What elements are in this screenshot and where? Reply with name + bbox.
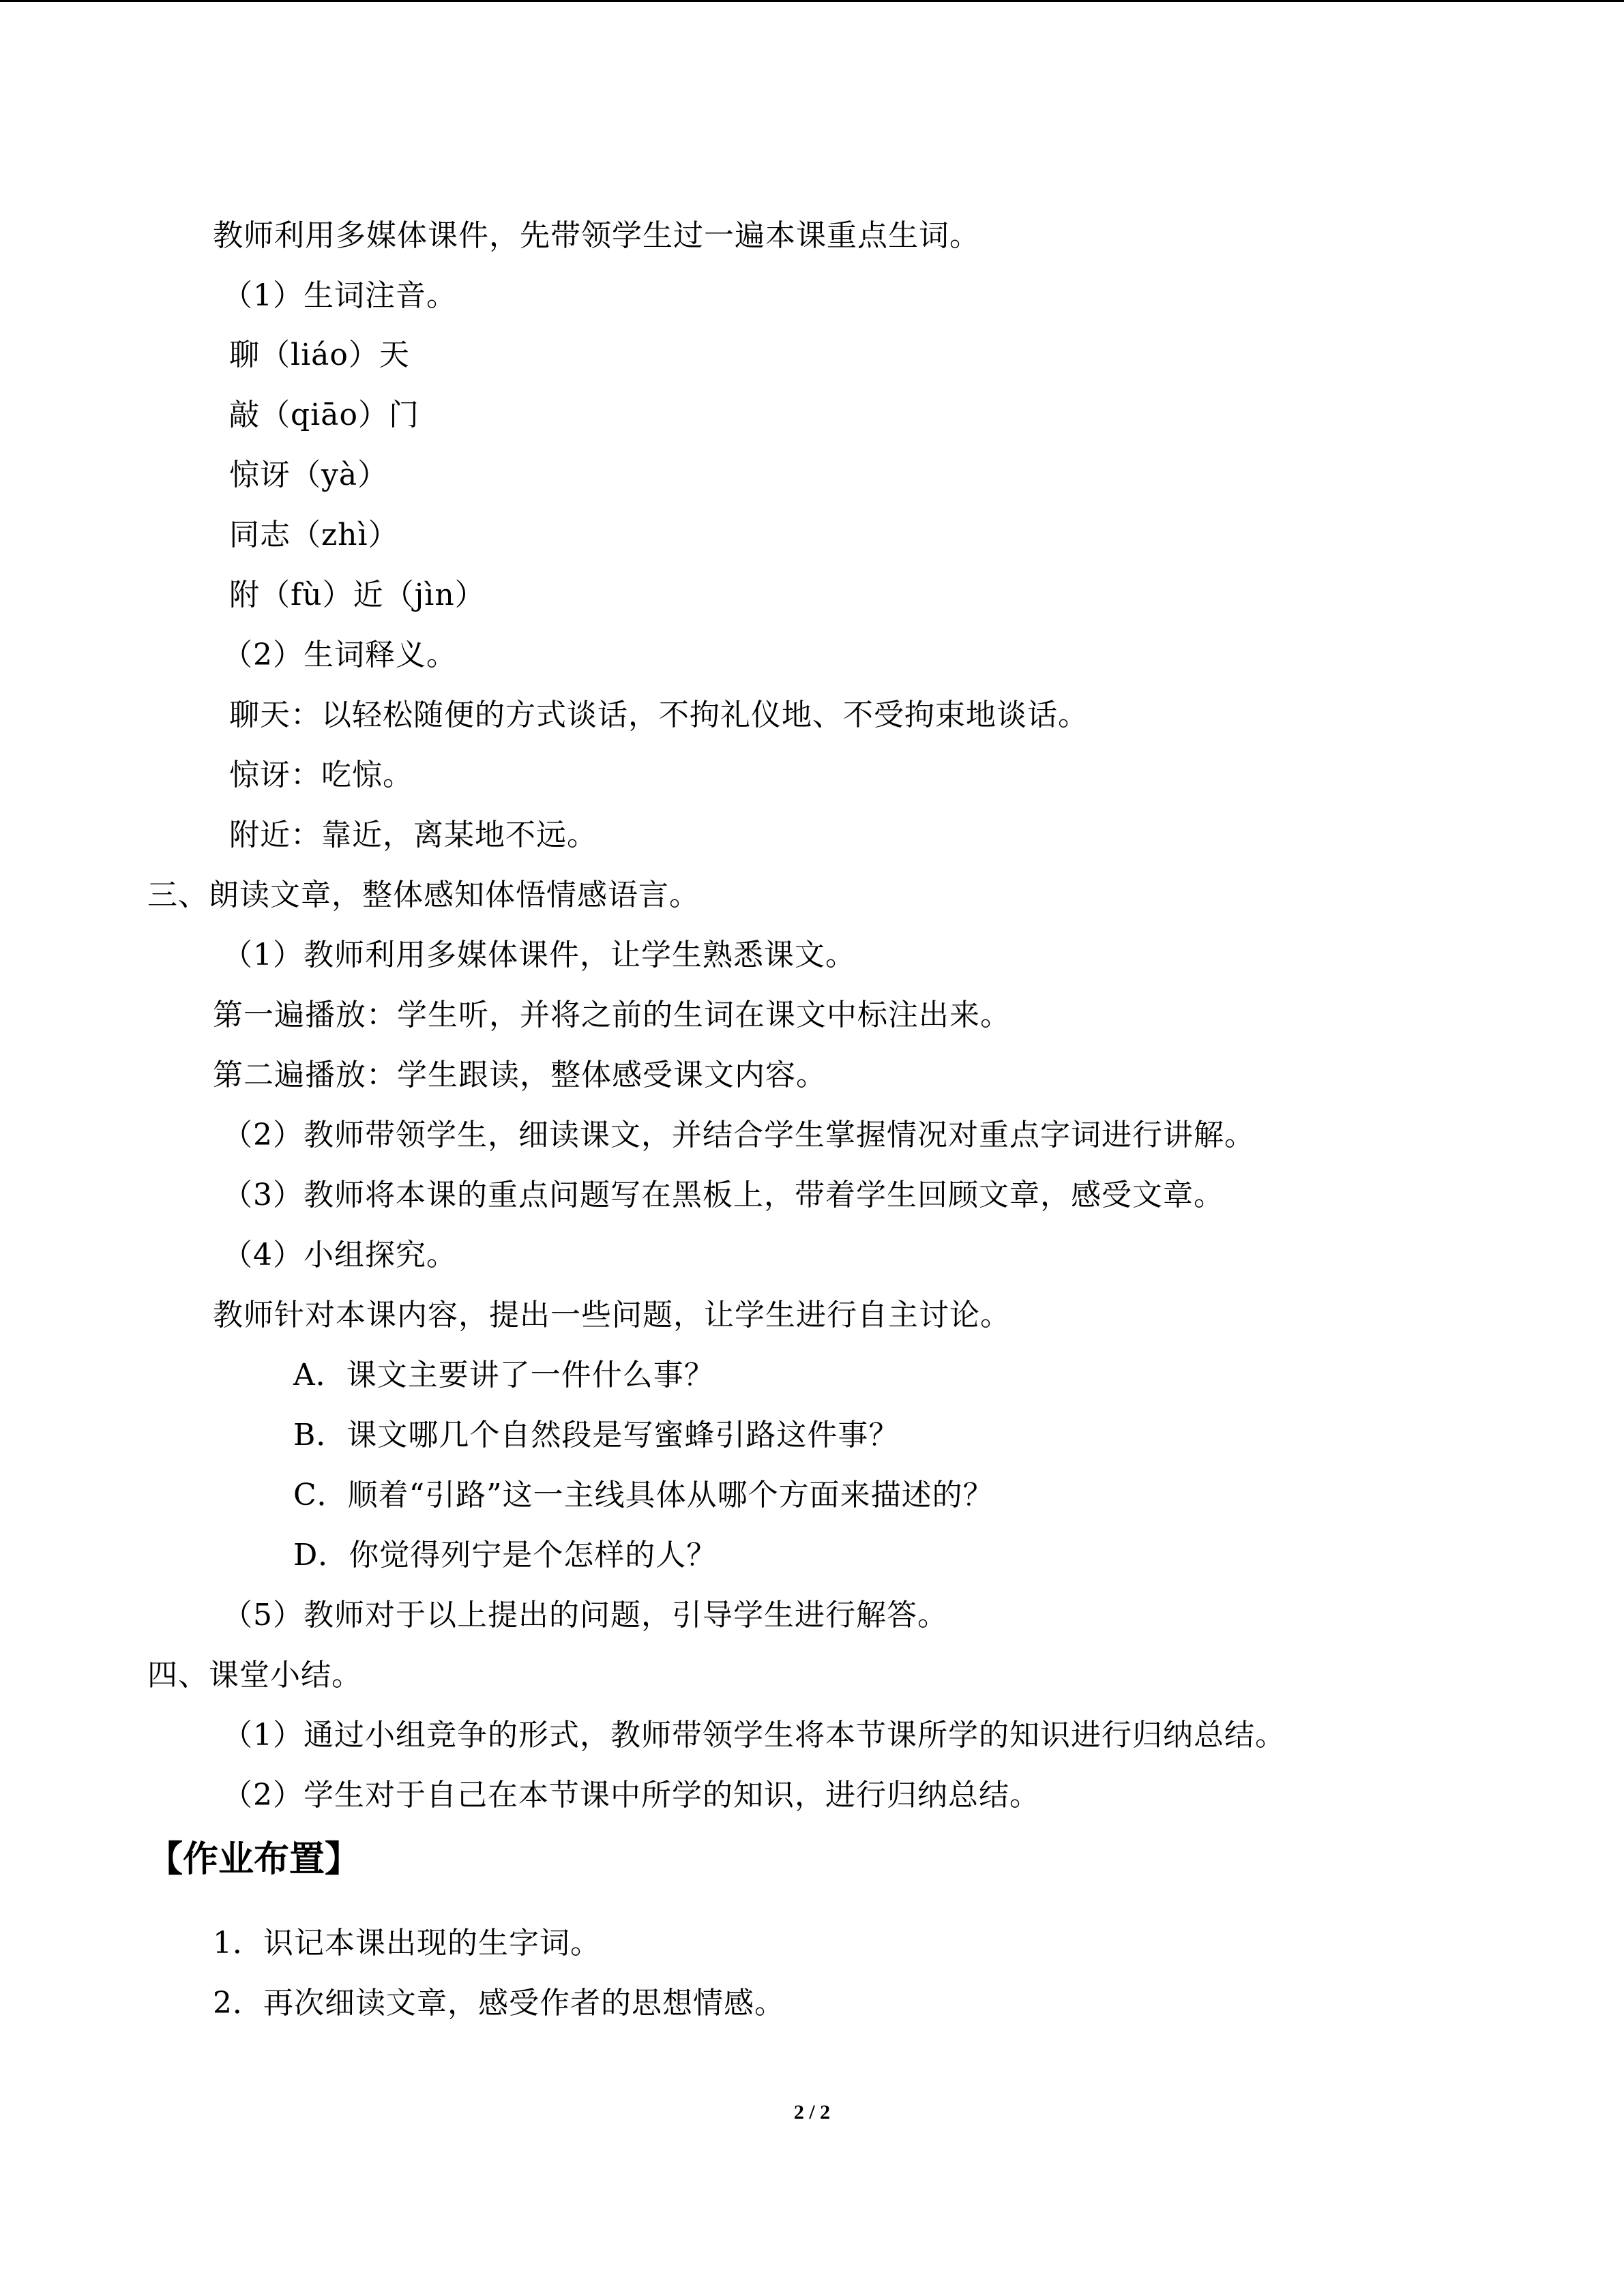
step-5: （5）教师对于以上提出的问题，引导学生进行解答。 — [222, 1598, 948, 1632]
vocab-tongzhi: 同志（zhì） — [229, 518, 399, 552]
question-d: D．你觉得列宁是个怎样的人？ — [293, 1538, 718, 1572]
meaning-fujin: 附近：靠近，离某地不远。 — [229, 818, 597, 852]
question-a: A．课文主要讲了一件什么事？ — [293, 1358, 715, 1392]
summary-2: （2）学生对于自己在本节课中所学的知识，进行归纳总结。 — [222, 1778, 1040, 1813]
question-b: B．课文哪几个自然段是写蜜蜂引路这件事？ — [293, 1418, 900, 1452]
vocab-fujin: 附（fù）近（jìn） — [229, 578, 486, 612]
paragraph-intro: 教师利用多媒体课件，先带领学生过一遍本课重点生词。 — [213, 218, 980, 253]
second-playback: 第二遍播放：学生跟读，整体感受课文内容。 — [213, 1058, 827, 1092]
summary-1: （1）通过小组竞争的形式，教师带领学生将本节课所学的知识进行归纳总结。 — [222, 1718, 1286, 1753]
homework-item-1: 1．识记本课出现的生字词。 — [213, 1926, 601, 1960]
step-4: （4）小组探究。 — [222, 1238, 457, 1272]
item-vocab-meaning: （2）生词释义。 — [222, 638, 457, 672]
step-1: （1）教师利用多媒体课件，让学生熟悉课文。 — [222, 938, 856, 972]
item-vocab-phonetic: （1）生词注音。 — [222, 278, 457, 313]
discussion-intro: 教师针对本课内容，提出一些问题，让学生进行自主讨论。 — [213, 1298, 1011, 1332]
page-number: 2 / 2 — [793, 2101, 831, 2123]
section-heading-four: 四、课堂小结。 — [147, 1658, 362, 1693]
meaning-liaotian: 聊天：以轻松随便的方式谈话，不拘礼仪地、不受拘束地谈话。 — [229, 698, 1089, 732]
homework-heading: 【作业布置】 — [147, 1839, 361, 1880]
homework-item-2: 2．再次细读文章，感受作者的思想情感。 — [213, 1986, 785, 2021]
vocab-qiaomen: 敲（qiāo）门 — [229, 398, 419, 432]
meaning-jingya: 惊讶：吃惊。 — [229, 758, 413, 792]
step-2: （2）教师带领学生，细读课文，并结合学生掌握情况对重点字词进行讲解。 — [222, 1118, 1255, 1152]
step-3: （3）教师将本课的重点问题写在黑板上，带着学生回顾文章，感受文章。 — [222, 1178, 1224, 1212]
vocab-jingya: 惊讶（yà） — [229, 458, 389, 492]
question-c: C．顺着“引路”这一主线具体从哪个方面来描述的？ — [293, 1478, 994, 1512]
vocab-liaotian: 聊（liáo）天 — [229, 338, 410, 372]
first-playback: 第一遍播放：学生听，并将之前的生词在课文中标注出来。 — [213, 998, 1011, 1032]
section-heading-three: 三、朗读文章，整体感知体悟情感语言。 — [147, 878, 700, 912]
